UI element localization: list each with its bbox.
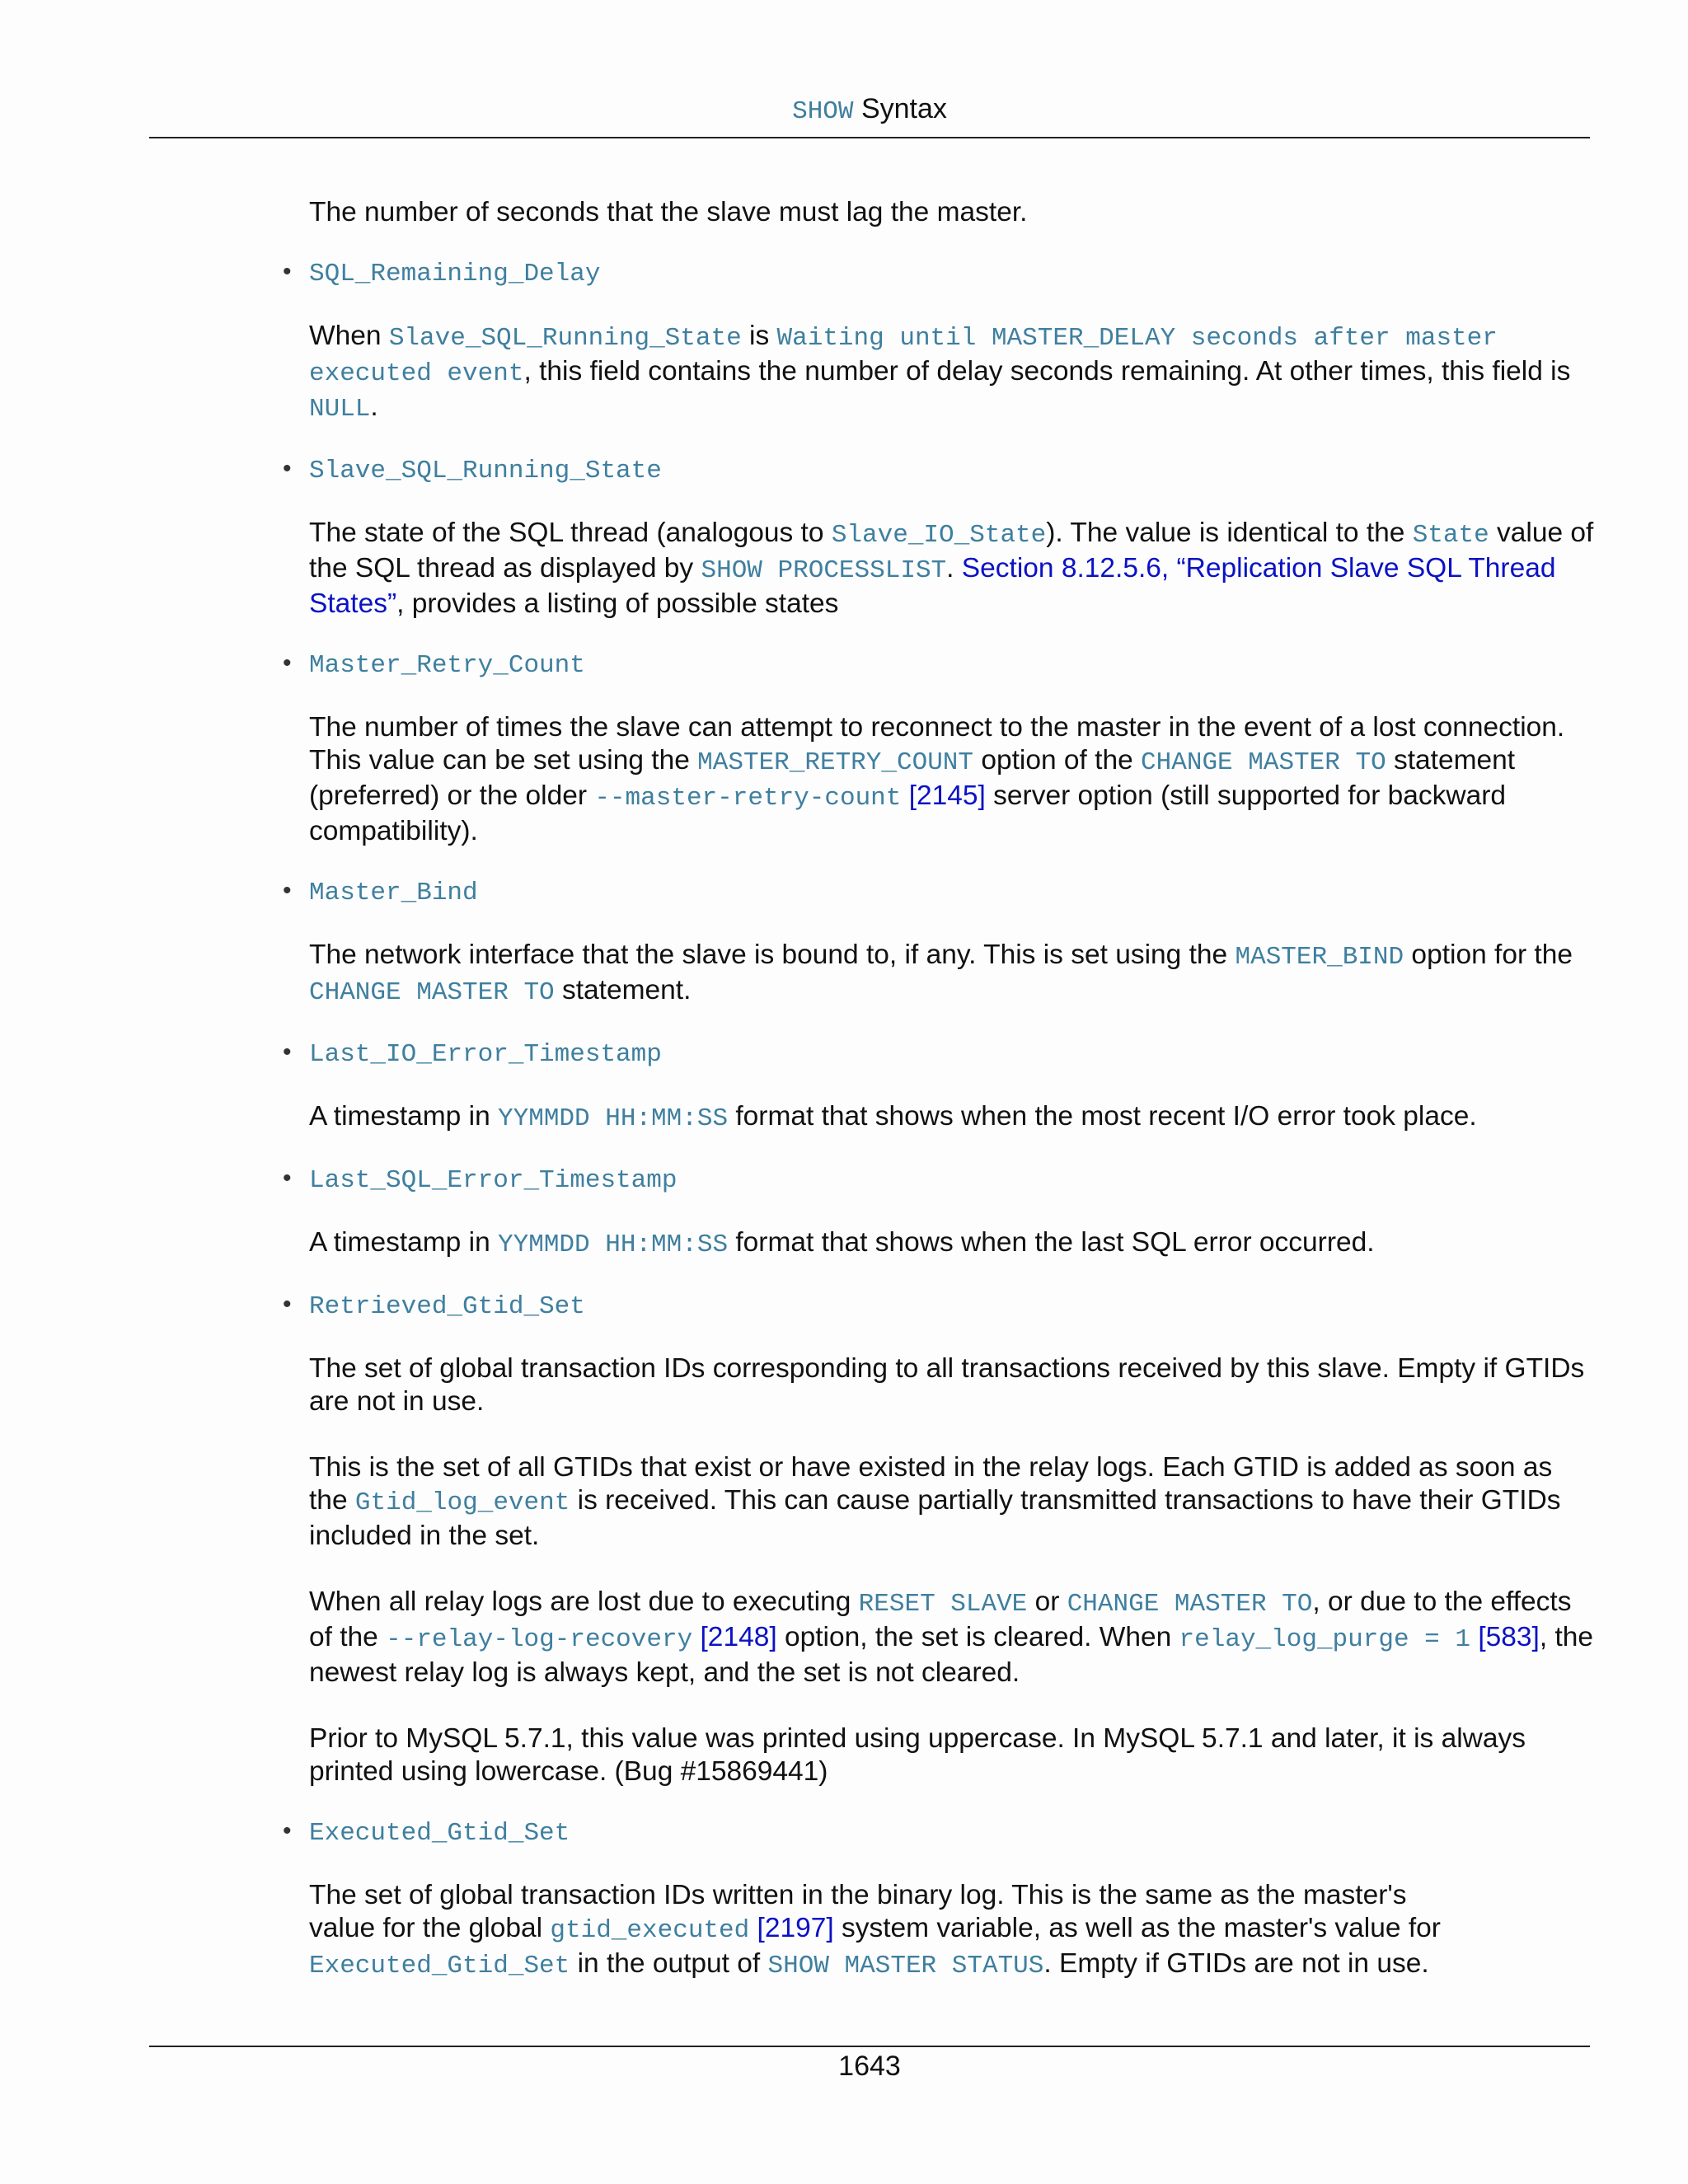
text-run: option, the set is cleared. When — [776, 1622, 1179, 1652]
code-run: NULL — [309, 395, 371, 424]
definition-item-slave-sql-running-state — [283, 452, 1595, 621]
text-run: A timestamp in — [309, 1227, 499, 1258]
text-run: format that shows when the most recent I/O error took place. — [728, 1101, 1477, 1132]
text-run: value of the SQL thread as displayed by — [309, 518, 1594, 583]
description-paragraph — [309, 1226, 1595, 1262]
page-ref-link[interactable]: [2148] — [700, 1622, 777, 1652]
code-run: Waiting until MASTER_DELAY seconds after master executed event — [309, 324, 1498, 388]
page-ref-link[interactable]: [583] — [1478, 1622, 1540, 1652]
text-run: The number of times the slave can attempt to reconnect to the master in the event of a lost connection. This value can be set using the — [309, 712, 1565, 776]
text-run: , this field contains the number of delay seconds remaining. At other times, this field is — [523, 356, 1571, 387]
item-term — [283, 452, 1595, 485]
bullet-icon: • — [283, 1291, 292, 1318]
text-run: A timestamp in — [309, 1101, 499, 1132]
item-body — [309, 1879, 1595, 1983]
text-run: option of the — [973, 745, 1142, 776]
definition-item-retrieved-gtid-set — [283, 1288, 1595, 1788]
item-body — [309, 320, 1595, 426]
text-run — [1470, 1622, 1478, 1652]
item-body — [309, 1352, 1595, 1788]
term-code: Last_SQL_Error_Timestamp — [309, 1166, 678, 1195]
page-ref-link[interactable]: [2197] — [757, 1913, 834, 1943]
text-run: statement (preferred) or the older — [309, 745, 1516, 811]
definition-item-sql-remaining-delay — [283, 255, 1595, 426]
intro-paragraph: The number of seconds that the slave must lag the master. — [309, 197, 1028, 227]
code-run: gtid_executed — [550, 1916, 750, 1945]
header-text: Syntax — [853, 93, 947, 124]
bullet-icon: • — [283, 1817, 292, 1844]
code-run: CHANGE MASTER TO — [309, 978, 555, 1007]
item-term — [283, 1162, 1595, 1195]
text-run: option for the — [1404, 940, 1573, 970]
item-term — [283, 1815, 1595, 1848]
text-run: When all relay logs are lost due to executing — [309, 1586, 859, 1617]
code-run: Executed_Gtid_Set — [309, 1952, 570, 1980]
description-paragraph — [309, 1451, 1595, 1553]
text-run: This is the set of all GTIDs that exist or have existed in the relay logs. Each GTID is added as soon as the — [309, 1452, 1553, 1516]
definition-item-last-io-error-timestamp — [283, 1036, 1595, 1136]
text-run: , or due to the effects of the — [309, 1586, 1572, 1652]
term-code: Master_Bind — [309, 879, 478, 907]
page-header — [149, 92, 1590, 129]
description-paragraph — [309, 1879, 1595, 1983]
code-run: YYMMDD HH:MM:SS — [498, 1230, 729, 1259]
term-code: Executed_Gtid_Set — [309, 1819, 570, 1848]
text-run: format that shows when the last SQL error occurred. — [728, 1227, 1375, 1258]
definition-item-master-bind — [283, 874, 1595, 1010]
text-run: . — [370, 391, 378, 422]
item-term — [283, 874, 1595, 907]
text-run: value for the global — [309, 1913, 551, 1943]
description-paragraph — [309, 939, 1595, 1010]
content — [283, 196, 1595, 1983]
item-term — [283, 1288, 1595, 1321]
text-run: system variable, as well as the master's value for — [833, 1913, 1441, 1943]
description-paragraph: Prior to MySQL 5.7.1, this value was printed using uppercase. In MySQL 5.7.1 and later, it is always printed using lowercase. (Bug #15869441) — [309, 1723, 1526, 1787]
item-body — [309, 711, 1595, 848]
page-ref-link[interactable]: [2145] — [908, 780, 986, 811]
text-run: ). The value is identical to the — [1046, 518, 1413, 548]
description-paragraph — [309, 517, 1595, 621]
text-run — [901, 780, 908, 811]
text-run: in the output of — [570, 1948, 768, 1979]
bullet-icon: • — [283, 1038, 292, 1066]
item-body — [309, 1226, 1595, 1262]
code-run: Gtid_log_event — [354, 1488, 570, 1517]
code-run: CHANGE MASTER TO — [1141, 748, 1386, 777]
text-run: or — [1027, 1586, 1067, 1617]
header-code: SHOW — [792, 97, 854, 126]
code-run: Slave_SQL_Running_State — [388, 324, 742, 353]
code-run: RESET SLAVE — [858, 1590, 1028, 1619]
bullet-icon: • — [283, 258, 292, 285]
description-paragraph — [309, 711, 1595, 848]
term-code: Retrieved_Gtid_Set — [309, 1292, 585, 1321]
term-code: Slave_SQL_Running_State — [309, 457, 662, 485]
item-term — [283, 647, 1595, 680]
code-run: --relay-log-recovery — [386, 1625, 693, 1654]
description-paragraph — [309, 1100, 1595, 1136]
text-run: . Empty if GTIDs are not in use. — [1043, 1948, 1429, 1979]
bullet-icon: • — [283, 1165, 292, 1192]
definition-item-executed-gtid-set — [283, 1815, 1595, 1983]
bullet-icon: • — [283, 877, 292, 904]
code-run: --master-retry-count — [594, 784, 902, 813]
term-code: Last_IO_Error_Timestamp — [309, 1040, 662, 1069]
term-code: Master_Retry_Count — [309, 651, 585, 680]
text-run: is received. This can cause partially transmitted transactions to have their GTIDs included in the set. — [309, 1485, 1561, 1551]
text-run: . — [946, 553, 962, 583]
item-body — [309, 939, 1595, 1010]
definition-item-last-sql-error-timestamp — [283, 1162, 1595, 1262]
text-run — [692, 1622, 700, 1652]
code-run: Slave_IO_State — [831, 521, 1047, 550]
footer-rule — [149, 2046, 1590, 2047]
item-body — [309, 1100, 1595, 1136]
item-body — [309, 517, 1595, 621]
text-run: The state of the SQL thread (analogous to — [309, 518, 832, 548]
code-run: SHOW PROCESSLIST — [701, 556, 947, 585]
definition-item-master-retry-count — [283, 647, 1595, 848]
item-term — [283, 1036, 1595, 1069]
text-run: The network interface that the slave is bound to, if any. This is set using the — [309, 940, 1236, 970]
text-run: , the newest relay log is always kept, and the set is not cleared. — [309, 1622, 1594, 1688]
bullet-icon: • — [283, 455, 292, 482]
code-run: YYMMDD HH:MM:SS — [498, 1104, 729, 1133]
code-run: relay_log_purge = 1 — [1179, 1625, 1470, 1654]
code-run: CHANGE MASTER TO — [1067, 1590, 1313, 1619]
description-paragraph — [309, 1586, 1595, 1690]
page-number: 1643 — [838, 2050, 901, 2082]
code-run: State — [1412, 521, 1489, 550]
item-term — [283, 255, 1595, 288]
text-run: is — [741, 321, 777, 351]
header-rule — [149, 137, 1590, 138]
text-run: server option (still supported for backward compatibility). — [309, 780, 1507, 846]
code-run: SHOW MASTER STATUS — [767, 1952, 1044, 1980]
bullet-icon: • — [283, 649, 292, 677]
text-run: statement. — [554, 975, 692, 1005]
term-code: SQL_Remaining_Delay — [309, 260, 601, 288]
section-link[interactable]: Section 8.12.5.6, “Replication Slave SQL Thread States” — [309, 553, 1556, 619]
text-run: The set of global transaction IDs written in the binary log. This is the same as the master's — [309, 1880, 1407, 1910]
text-run: When — [309, 321, 389, 351]
text-run — [749, 1913, 757, 1943]
description-paragraph: The set of global transaction IDs corresponding to all transactions received by this slave. Empty if GTIDs are not in use. — [309, 1353, 1585, 1417]
description-paragraph — [309, 320, 1595, 426]
code-run: MASTER_RETRY_COUNT — [697, 748, 974, 777]
text-run: , provides a listing of possible states — [396, 588, 839, 619]
code-run: MASTER_BIND — [1235, 943, 1404, 972]
